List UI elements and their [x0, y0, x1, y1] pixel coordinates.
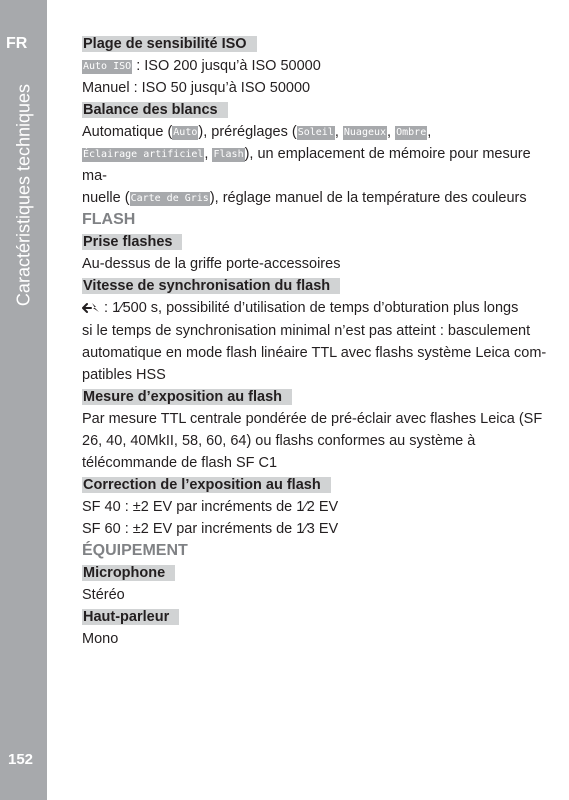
equipement-section-title: ÉQUIPEMENT: [82, 542, 188, 559]
correction-sf60: SF 60 : ±2 EV par incréments de 1⁄3 EV: [82, 521, 339, 537]
haut-parleur-heading: Haut-parleur: [82, 606, 557, 628]
correction-sf40: SF 40 : ±2 EV par incréments de 1⁄2 EV: [82, 499, 339, 515]
wb-heading: Balance des blancs: [82, 99, 557, 121]
haut-parleur-text: Mono: [82, 631, 119, 647]
language-label: FR: [6, 35, 28, 52]
wb-text: Automatique (Auto), préréglages (Soleil, Nuageux, Ombre, Éclairage artificiel, Flash), un emplacement de mémoire pour mesure ma- nuelle (Carte de Gris), réglage manuel de la température des couleurs: [82, 124, 531, 206]
microphone-heading: Microphone: [82, 562, 557, 584]
auto-iso-tag: Auto ISO: [83, 61, 132, 72]
wb-nuageux-tag: Nuageux: [343, 127, 387, 138]
prise-text: Au-dessus de la griffe porte-accessoires: [82, 256, 341, 272]
mesure-text: Par mesure TTL centrale pondérée de pré-éclair avec flashes Leica (SF 26, 40, 40MkII, 58, 60, 64) ou flashs conformes au système à télécommande de flash SF C1: [82, 411, 543, 471]
iso-heading: Plage de sensibilité ISO: [82, 33, 557, 55]
mesure-heading: Mesure d’exposition au flash: [82, 386, 557, 408]
page-number: 152: [8, 751, 34, 768]
flash-section-title: FLASH: [82, 211, 136, 228]
sync-text: : 1⁄500 s, possibilité d’utilisation de temps d’obturation plus longs si le temps de synchronisation minimal n’est pas atteint : basculement automatique en mode flash linéaire TTL avec flashs système Leica com- patibles HSS: [82, 300, 547, 383]
spec-content: [82, 33, 557, 650]
wb-ombre-tag: Ombre: [396, 127, 427, 138]
prise-heading: Prise flashes: [82, 231, 557, 253]
wb-soleil-tag: Soleil: [297, 127, 334, 138]
sync-heading: Vitesse de synchronisation du flash: [82, 275, 557, 297]
wb-auto-tag: Auto: [173, 127, 198, 138]
correction-heading: Correction de l’exposition au flash: [82, 474, 557, 496]
sidebar: [0, 0, 47, 800]
microphone-text: Stéréo: [82, 587, 125, 603]
iso-manual-line: Manuel : ISO 50 jusqu’à ISO 50000: [82, 80, 311, 96]
flash-sync-icon: [82, 298, 100, 320]
wb-carte-tag: Carte de Gris: [130, 193, 209, 204]
chapter-title: Caractéristiques techniques: [13, 83, 34, 307]
iso-auto-line: Auto ISO : ISO 200 jusqu’à ISO 50000: [83, 58, 321, 74]
wb-eclairage-tag: Éclairage artificiel: [83, 149, 204, 160]
wb-flash-tag: Flash: [213, 149, 244, 160]
